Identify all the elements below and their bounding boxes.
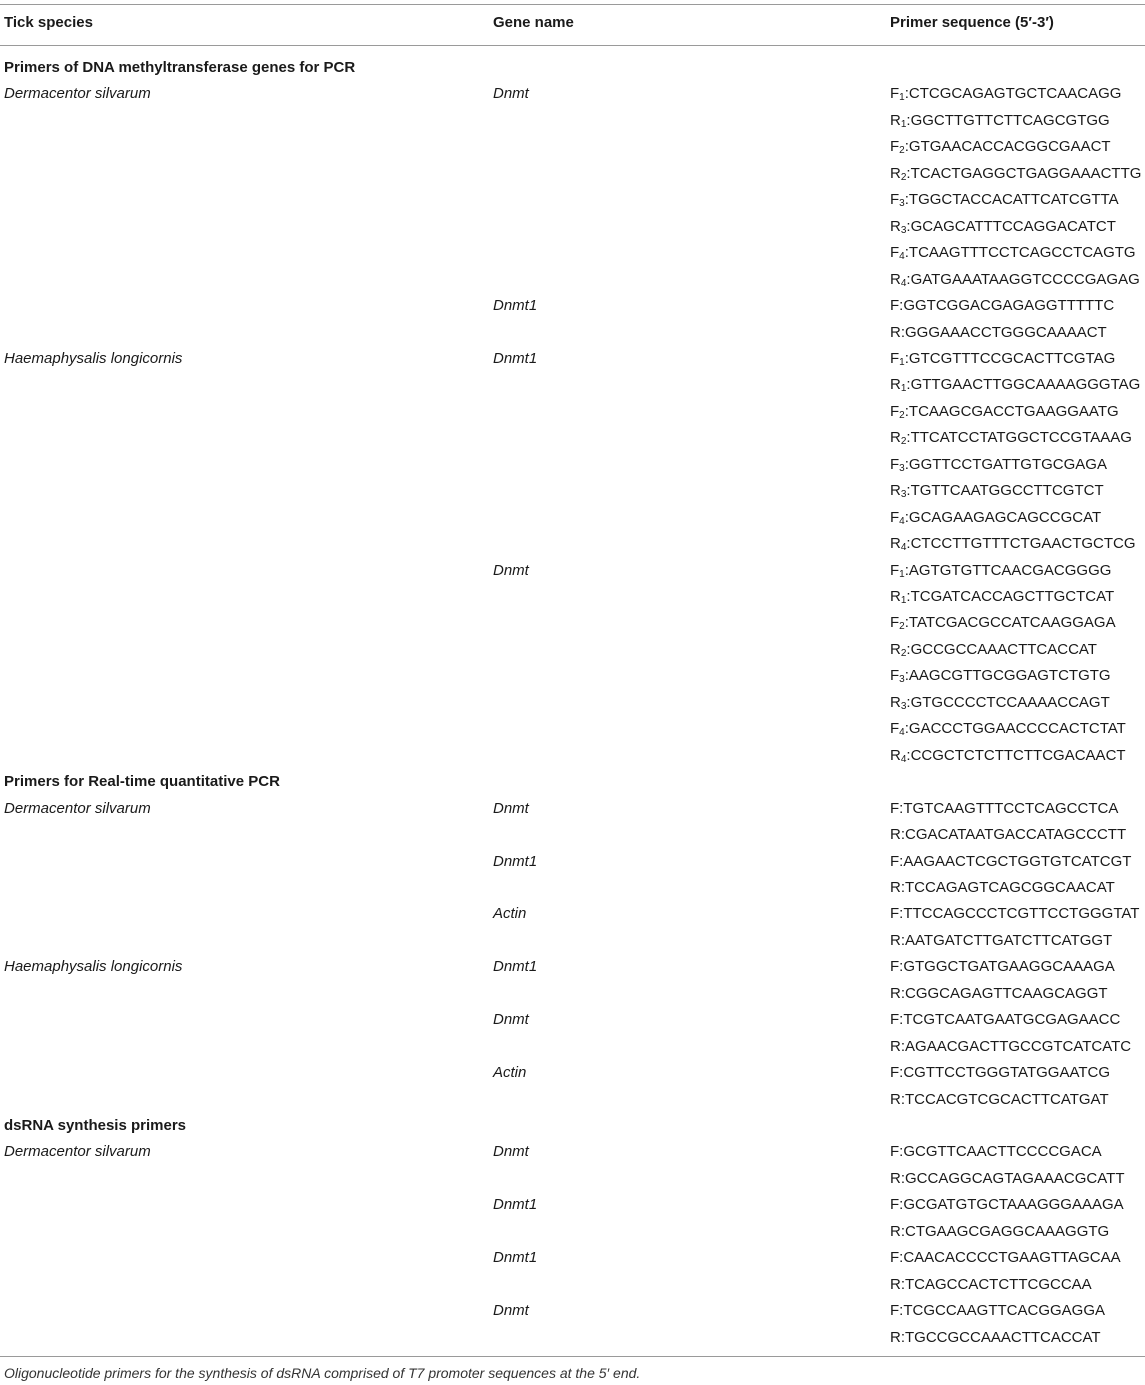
primer-direction: R	[890, 693, 901, 711]
primer-direction: F	[890, 561, 900, 579]
primer-seq: GTGAACACCACGGCGAACT	[908, 138, 1111, 156]
primer-sequence: R:AATGATCTTGATCTTCATGGT	[890, 931, 1113, 949]
gene-name: Actin	[493, 905, 527, 923]
primer-sequence: R:GGGAAACCTGGGCAAAACT	[890, 323, 1107, 341]
primer-direction: R	[890, 1090, 901, 1108]
primer-direction: F	[890, 1064, 900, 1082]
primer-seq: GCGATGTGCTAAAGGGAAAGA	[903, 1196, 1124, 1214]
primer-index: 2	[899, 409, 905, 421]
primer-index: 4	[900, 277, 907, 289]
primer-direction: F	[890, 667, 900, 685]
primer-index: 2	[900, 436, 907, 448]
table-footnote: Oligonucleotide primers for the synthesis of dsRNA comprised of T7 promoter sequences at the 5′ end.	[4, 1365, 641, 1381]
primer-seq: CTGAAGCGAGGCAAAGGTG	[905, 1222, 1110, 1240]
primer-direction: R	[890, 323, 901, 341]
gene-name: Actin	[493, 1064, 527, 1082]
primer-seq: GTGGCTGATGAAGGCAAAGA	[903, 958, 1115, 976]
primer-sequence: $F_4:GCAGAAGAGCAGCCGCAT$	[890, 508, 1102, 527]
primer-direction: F	[890, 1011, 900, 1029]
primer-sequence: $F_4:GACCCTGGAACCCCACTCTAT$	[890, 720, 1126, 739]
primer-seq: TCGTCAATGAATGCGAGAACC	[903, 1011, 1121, 1029]
primer-direction: R	[890, 270, 901, 288]
primer-direction: F	[890, 614, 900, 632]
primer-sequence: F:TGTCAAGTTTCCTCAGCCTCA	[890, 799, 1119, 817]
primer-seq: GACCCTGGAACCCCACTCTAT	[908, 720, 1126, 738]
primer-direction: R	[890, 1328, 901, 1346]
primer-sequence: $F_1:CTCGCAGAGTGCTCAACAGG$	[890, 85, 1122, 104]
primer-direction: F	[890, 138, 900, 156]
primer-direction: F	[890, 1196, 900, 1214]
primer-seq: TCAAGCGACCTGAAGGAATG	[908, 402, 1119, 420]
primer-seq: TCAAGTTTCCTCAGCCTCAGTG	[908, 244, 1136, 262]
primer-sequence: $R_3:GTGCCCCTCCAAAACCAGT$	[890, 693, 1110, 712]
primer-index: 3	[899, 198, 905, 210]
primer-index: 3	[900, 489, 907, 501]
gene-name: Dnmt	[493, 1302, 529, 1320]
primer-seq: GGTTCCTGATTGTGCGAGA	[908, 455, 1107, 473]
primer-sequence: R:GCCAGGCAGTAGAAACGCATT	[890, 1169, 1125, 1187]
primer-index: 3	[900, 700, 907, 712]
primer-index: 1	[900, 595, 907, 606]
primer-direction: R	[890, 826, 901, 844]
primer-direction: R	[890, 1169, 901, 1187]
primer-sequence: F:TTCCAGCCCTCGTTCCTGGGTAT	[890, 905, 1140, 923]
primer-sequence: R:TCCAGAGTCAGCGGCAACAT	[890, 878, 1115, 896]
primer-direction: F	[890, 720, 900, 738]
section-title: Primers of DNA methyltransferase genes for PCR	[4, 59, 356, 76]
header-primer-sequence: Primer sequence (5′-3′)	[890, 14, 1054, 31]
primer-sequence: $R_2:TTCATCCTATGGCTCCGTAAAG$	[890, 429, 1132, 448]
primer-direction: F	[890, 244, 900, 262]
section-title: Primers for Real-time quantitative PCR	[4, 773, 280, 791]
primer-direction: R	[890, 931, 901, 949]
primer-seq: CTCGCAGAGTGCTCAACAGG	[908, 85, 1122, 103]
primer-seq: CAACACCCCTGAAGTTAGCAA	[903, 1249, 1121, 1267]
gene-name: Dnmt1	[493, 852, 538, 870]
primer-direction: F	[890, 905, 900, 923]
primer-sequence: $F_3:AAGCGTTGCGGAGTCTGTG$	[890, 667, 1111, 686]
primer-direction: R	[890, 376, 901, 394]
primer-sequence: $F_3:GGTTCCTGATTGTGCGAGA$	[890, 455, 1107, 474]
primer-direction: R	[890, 217, 901, 235]
primer-sequence: R:TCAGCCACTCTTCGCCAA	[890, 1275, 1092, 1293]
primer-seq: GCAGCATTTCCAGGACATCT	[910, 217, 1116, 235]
primer-direction: F	[890, 85, 900, 103]
primer-direction: F	[890, 799, 900, 817]
primer-seq: GGTCGGACGAGAGGTTTTTC	[903, 297, 1115, 315]
gene-name: Dnmt	[493, 85, 529, 103]
primer-seq: TCCAGAGTCAGCGGCAACAT	[905, 878, 1115, 896]
primer-direction: R	[890, 878, 901, 896]
primer-seq: CCGCTCTCTTCTTCGACAACT	[910, 746, 1126, 764]
primer-index: 1	[900, 383, 907, 395]
primer-direction: R	[890, 640, 901, 658]
primer-seq: GGCTTGTTCTTCAGCGTGG	[910, 111, 1110, 129]
header-tick-species: Tick species	[4, 14, 93, 31]
primer-seq: AGAACGACTTGCCGTCATCATC	[905, 1037, 1132, 1055]
species-name: Haemaphysalis longicornis	[4, 958, 183, 976]
primer-direction: R	[890, 984, 901, 1002]
primer-seq: TATCGACGCCATCAAGGAGA	[908, 614, 1116, 632]
primer-index: 4	[900, 542, 907, 554]
primer-sequence: $R_3:GCAGCATTTCCAGGACATCT$	[890, 217, 1116, 236]
primer-direction: F	[890, 349, 900, 367]
primer-direction: F	[890, 297, 900, 315]
gene-name: Dnmt	[493, 1143, 529, 1161]
gene-name: Dnmt1	[493, 958, 538, 976]
primer-seq: TCACTGAGGCTGAGGAAACTTG	[910, 164, 1142, 182]
primer-sequence: F:AAGAACTCGCTGGTGTCATCGT	[890, 852, 1132, 870]
gene-name: Dnmt	[493, 799, 529, 817]
primer-seq: AAGAACTCGCTGGTGTCATCGT	[903, 852, 1132, 870]
primer-index: 1	[899, 356, 905, 368]
primer-seq: GCAGAAGAGCAGCCGCAT	[908, 508, 1102, 526]
primer-seq: TCGATCACCAGCTTGCTCAT	[910, 588, 1115, 605]
table-bottom-rule	[0, 1356, 1145, 1357]
header-rule	[0, 45, 1145, 46]
primer-index: 2	[900, 171, 907, 183]
primer-index: 3	[900, 224, 907, 236]
primer-seq: AATGATCTTGATCTTCATGGT	[905, 931, 1113, 949]
primer-seq: GCGTTCAACTTCCCCGACA	[903, 1143, 1102, 1161]
header-gene-name: Gene name	[493, 14, 574, 31]
table-top-rule	[0, 4, 1145, 5]
primer-seq: TGGCTACCACATTCATCGTTA	[908, 191, 1119, 209]
primer-seq: GGGAAACCTGGGCAAAACT	[905, 323, 1107, 341]
primer-direction: F	[890, 402, 900, 420]
primer-seq: TCCACGTCGCACTTCATGAT	[905, 1090, 1109, 1108]
species-name: Dermacentor silvarum	[4, 799, 151, 817]
primer-index: 3	[899, 674, 905, 686]
primer-index: 3	[899, 462, 905, 474]
primer-seq: TGCCGCCAAACTTCACCAT	[905, 1328, 1101, 1346]
primer-seq: TTCATCCTATGGCTCCGTAAAG	[910, 429, 1132, 447]
primer-sequence: R:CGACATAATGACCATAGCCCTT	[890, 826, 1127, 844]
primer-sequence: $F_1:AGTGTGTTCAACGACGGGG$	[890, 561, 1112, 580]
primer-index: 2	[899, 621, 905, 633]
primer-direction: F	[890, 1143, 900, 1161]
primer-direction: R	[890, 164, 901, 182]
primer-sequence: $F_2:TCAAGCGACCTGAAGGAATG$	[890, 402, 1119, 421]
primer-seq: TGTCAAGTTTCCTCAGCCTCA	[903, 799, 1119, 817]
primer-sequence: $F_2:TATCGACGCCATCAAGGAGA$	[890, 614, 1116, 633]
gene-name: Dnmt1	[493, 297, 538, 315]
primer-sequence: R:TGCCGCCAAACTTCACCAT	[890, 1328, 1101, 1346]
primer-index: 4	[900, 753, 907, 765]
gene-name: Dnmt	[493, 1011, 529, 1029]
primer-direction: R	[890, 111, 901, 129]
primer-direction: R	[890, 482, 901, 500]
gene-name: Dnmt1	[493, 349, 538, 367]
primer-sequence: $R_1:TCGATCACCAGCTTGCTCAT$	[890, 588, 1115, 606]
primer-sequence: F:GCGATGTGCTAAAGGGAAAGA	[890, 1196, 1124, 1214]
primer-sequence: $R_4:GATGAAATAAGGTCCCCGAGAG$	[890, 270, 1140, 289]
primer-sequence: $F_4:TCAAGTTTCCTCAGCCTCAGTG$	[890, 244, 1136, 263]
primer-seq: GTCGTTTCCGCACTTCGTAG	[908, 349, 1116, 367]
primer-direction: R	[890, 429, 901, 447]
primer-seq: TTCCAGCCCTCGTTCCTGGGTAT	[903, 905, 1140, 923]
primer-direction: R	[890, 588, 901, 605]
primer-seq: TCAGCCACTCTTCGCCAA	[905, 1275, 1092, 1293]
primer-seq: CTCCTTGTTTCTGAACTGCTCG	[910, 535, 1136, 553]
primer-direction: F	[890, 1249, 900, 1267]
primer-sequence: F:TCGTCAATGAATGCGAGAACC	[890, 1011, 1121, 1029]
primer-seq: AAGCGTTGCGGAGTCTGTG	[908, 667, 1111, 685]
primer-index: 1	[899, 568, 905, 580]
primer-sequence: $F_1:GTCGTTTCCGCACTTCGTAG$	[890, 349, 1116, 368]
species-name: Haemaphysalis longicornis	[4, 349, 183, 367]
primer-sequence: $R_1:GGCTTGTTCTTCAGCGTGG$	[890, 111, 1110, 130]
primer-index: 4	[899, 515, 905, 527]
primer-seq: CGACATAATGACCATAGCCCTT	[905, 826, 1127, 844]
primer-sequence: $R_3:TGTTCAATGGCCTTCGTCT$	[890, 482, 1104, 501]
primer-sequence: R:AGAACGACTTGCCGTCATCATC	[890, 1037, 1132, 1055]
primer-sequence: F:GGTCGGACGAGAGGTTTTTC	[890, 297, 1115, 315]
primer-sequence: $F_2:GTGAACACCACGGCGAACT$	[890, 138, 1111, 157]
primer-seq: GCCAGGCAGTAGAAACGCATT	[905, 1169, 1125, 1187]
primer-direction: R	[890, 746, 901, 764]
primer-seq: GTTGAACTTGGCAAAAGGGTAG	[910, 376, 1141, 394]
primer-index: 1	[900, 118, 907, 130]
primer-sequence: F:GTGGCTGATGAAGGCAAAGA	[890, 958, 1115, 976]
primer-sequence: F:TCGCCAAGTTCACGGAGGA	[890, 1302, 1106, 1320]
species-name: Dermacentor silvarum	[4, 1143, 151, 1161]
primer-seq: TGTTCAATGGCCTTCGTCT	[910, 482, 1104, 500]
primer-sequence: $F_3:TGGCTACCACATTCATCGTTA$	[890, 191, 1119, 210]
primer-seq: CGTTCCTGGGTATGGAATCG	[903, 1064, 1110, 1082]
species-name: Dermacentor silvarum	[4, 85, 151, 103]
primer-sequence: $R_2:TCACTGAGGCTGAGGAAACTTG$	[890, 164, 1142, 183]
primer-direction: R	[890, 1275, 901, 1293]
primer-direction: F	[890, 1302, 900, 1320]
primer-direction: F	[890, 455, 900, 473]
primer-direction: F	[890, 852, 900, 870]
primer-seq: CGGCAGAGTTCAAGCAGGT	[905, 984, 1108, 1002]
primer-sequence: $R_4:CCGCTCTCTTCTTCGACAACT$	[890, 746, 1126, 765]
primer-index: 2	[900, 647, 907, 659]
primer-direction: R	[890, 1222, 901, 1240]
primer-sequence: $R_4:CTCCTTGTTTCTGAACTGCTCG$	[890, 535, 1136, 554]
primer-seq: GTGCCCCTCCAAAACCAGT	[910, 693, 1110, 711]
gene-name: Dnmt	[493, 561, 529, 579]
gene-name: Dnmt1	[493, 1196, 538, 1214]
primer-direction: R	[890, 535, 901, 553]
primer-sequence: $R_2:GCCGCCAAACTTCACCAT$	[890, 640, 1097, 659]
primer-sequence: R:TCCACGTCGCACTTCATGAT	[890, 1090, 1109, 1108]
section-title: dsRNA synthesis primers	[4, 1117, 187, 1134]
primer-seq: GCCGCCAAACTTCACCAT	[910, 640, 1097, 658]
primer-seq: TCGCCAAGTTCACGGAGGA	[903, 1302, 1106, 1320]
primer-index: 4	[899, 727, 905, 739]
primer-seq: GATGAAATAAGGTCCCCGAGAG	[910, 270, 1140, 288]
primer-direction: R	[890, 1037, 901, 1055]
primer-direction: F	[890, 191, 900, 209]
primer-sequence: F:CAACACCCCTGAAGTTAGCAA	[890, 1249, 1121, 1267]
primer-direction: F	[890, 508, 900, 526]
primer-direction: F	[890, 958, 900, 976]
gene-name: Dnmt1	[493, 1249, 538, 1267]
primer-sequence: F:CGTTCCTGGGTATGGAATCG	[890, 1064, 1110, 1082]
primer-sequence: R:CTGAAGCGAGGCAAAGGTG	[890, 1222, 1110, 1240]
primer-sequence: R:CGGCAGAGTTCAAGCAGGT	[890, 984, 1108, 1002]
primer-index: 4	[899, 251, 905, 263]
primer-index: 1	[899, 92, 905, 104]
primer-sequence: F:GCGTTCAACTTCCCCGACA	[890, 1143, 1102, 1161]
primer-sequence: $R_1:GTTGAACTTGGCAAAAGGGTAG$	[890, 376, 1141, 395]
primer-index: 2	[899, 145, 905, 157]
primer-seq: AGTGTGTTCAACGACGGGG	[908, 561, 1112, 579]
